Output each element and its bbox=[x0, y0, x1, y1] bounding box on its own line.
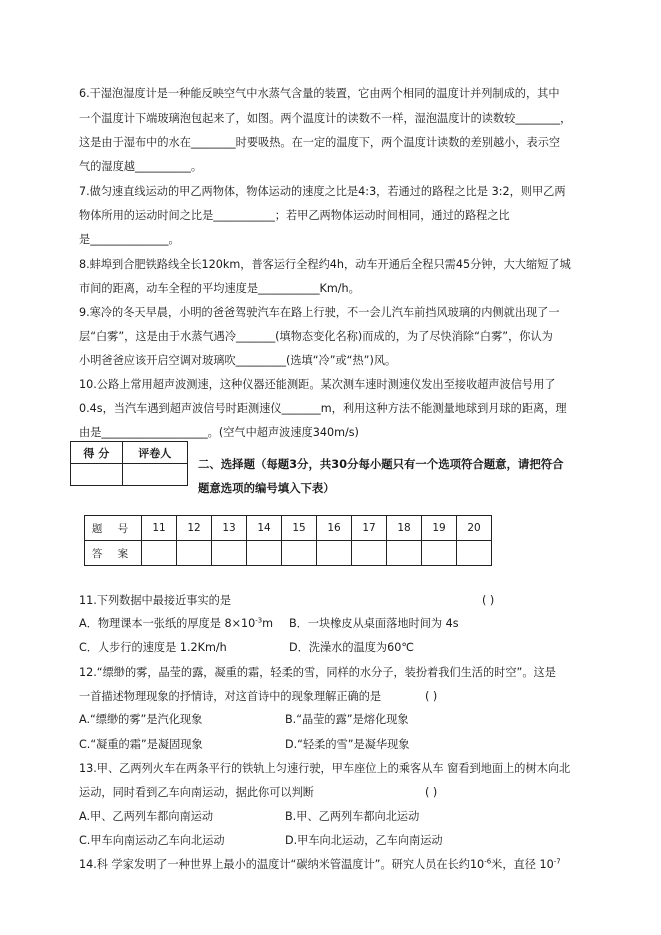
q8-line-1: 8.蚌埠到合肥铁路线全长120km，普客运行全程约4h，动车开通后全程只需45分钟，大大缩短了城 bbox=[79, 258, 571, 271]
score-box bbox=[70, 441, 188, 486]
q11-answer-bracket: ( ) bbox=[482, 594, 495, 607]
q10-line-2: 0.4s，当汽车遇到超声波信号时距测速仪_______m，利用这种方法不能测量地球到月球的距离，理 bbox=[79, 402, 567, 415]
question-number: 13 bbox=[212, 516, 247, 541]
q6-line-2: 一个温度计下端玻璃泡包起来了，如图。两个温度计的读数不一样，湿泡温度计的读数较________， bbox=[79, 112, 572, 125]
q13-option-b: B.甲、乙两列车都向北运动 bbox=[285, 810, 420, 823]
question-number: 12 bbox=[177, 516, 212, 541]
q11-stem: 11.下列数据中最接近事实的是 bbox=[79, 594, 232, 607]
question-number: 17 bbox=[352, 516, 387, 541]
question-number: 15 bbox=[282, 516, 317, 541]
q8-line-2: 市间的距离，动车全程的平均速度是___________Km/h。 bbox=[79, 282, 360, 295]
answer-cell[interactable] bbox=[317, 541, 352, 566]
q13-stem-line2: 运动，同时看到乙车向南运动，据此你可以判断 bbox=[79, 786, 314, 799]
q11-option-c: C．人步行的速度是 1.2Km/h bbox=[79, 641, 227, 654]
section2-title-line1: 二、选择题（每题3分，共30分每小题只有一个选项符合题意，请把符合 bbox=[198, 457, 564, 471]
answer-cell[interactable] bbox=[142, 541, 177, 566]
grader-cell[interactable] bbox=[122, 464, 187, 486]
q6-line-3: 这是由于湿布中的水在________时要吸热。在一定的温度下，两个温度计读数的差别越小，表示空 bbox=[79, 136, 561, 149]
q9-line-1: 9.寒冷的冬天早晨，小明的爸爸驾驶汽车在路上行驶，不一会儿汽车前挡风玻璃的内侧就出现了一 bbox=[79, 306, 560, 319]
answer-table-number-row bbox=[85, 516, 492, 541]
q10-line-1: 10.公路上常用超声波测速，这种仪器还能测距。某次测车速时测速仪发出至接收超声波信号用了 bbox=[79, 378, 556, 391]
q9-line-3: 小明爸爸应该开启空调对玻璃吹_________(选填“冷”或“热”)风。 bbox=[79, 354, 397, 367]
q13-option-d: D.甲车向北运动，乙车向南运动 bbox=[285, 834, 443, 847]
q12-stem-line2: 一首描述物理现象的抒情诗，对这首诗中的现象理解正确的是 bbox=[79, 690, 382, 703]
answer-cell[interactable] bbox=[352, 541, 387, 566]
answer-cell[interactable] bbox=[387, 541, 422, 566]
score-label: 得 分 bbox=[71, 442, 123, 464]
q13-option-c: C.甲车向南运动乙车向北运动 bbox=[79, 834, 225, 847]
q12-answer-bracket: ( ) bbox=[425, 690, 438, 703]
answer-cell[interactable] bbox=[247, 541, 282, 566]
answer-cell[interactable] bbox=[422, 541, 457, 566]
q10-line-3: 由是___________________。(空气中超声波速度340m/s) bbox=[79, 426, 359, 439]
answer-cell[interactable] bbox=[177, 541, 212, 566]
answer-cell[interactable] bbox=[457, 541, 492, 566]
q12-option-b: B.“晶莹的露”是熔化现象 bbox=[285, 713, 409, 726]
q12-stem-line1: 12.“缥缈的雾，晶莹的露，凝重的霜，轻柔的雪，同样的水分子，装扮着我们生活的时空”。这是 bbox=[79, 666, 556, 679]
row-label-answer: 答 案 bbox=[85, 541, 142, 566]
q6-line-4: 气的湿度越__________。 bbox=[79, 160, 203, 173]
q11-option-d: D．洗澡水的温度为60℃ bbox=[289, 641, 414, 654]
q7-line-3: 是______________。 bbox=[79, 233, 180, 246]
score-cell[interactable] bbox=[71, 464, 123, 486]
q9-line-2: 层“白雾”，这是由于水蒸气遇冷_______(填物态变化名称)而成的，为了尽快消除“白雾”，你认为 bbox=[79, 330, 553, 343]
q7-line-1: 7.做匀速直线运动的甲乙两物体，物体运动的速度之比是4:3，若通过的路程之比是 3:2，则甲乙两 bbox=[79, 185, 566, 198]
grader-label: 评卷人 bbox=[122, 442, 187, 464]
q12-option-c: C.“凝重的霜”是凝固现象 bbox=[79, 738, 203, 751]
q13-answer-bracket: ( ) bbox=[425, 786, 438, 799]
section2-title-line2: 题意选项的编号填入下表） bbox=[198, 481, 335, 495]
q14-stem-line1: 14.科 学家发明了一种世界上最小的温度计“碳纳米管温度计”。研究人员在长约$10^{-6}$米，直径 $10^{-7}$ bbox=[79, 857, 561, 871]
answer-cell[interactable] bbox=[212, 541, 247, 566]
question-number: 11 bbox=[142, 516, 177, 541]
q11-option-b: B．一块橡皮从桌面落地时间为 4s bbox=[289, 617, 459, 630]
q7-line-2: 物体所用的运动时间之比是___________；若甲乙两物体运动时间相同，通过的路程之比 bbox=[79, 209, 510, 222]
q12-option-d: D.“轻柔的雪”是凝华现象 bbox=[285, 738, 410, 751]
answer-table-answer-row bbox=[85, 541, 492, 566]
question-number: 19 bbox=[422, 516, 457, 541]
answer-cell[interactable] bbox=[282, 541, 317, 566]
question-number: 14 bbox=[247, 516, 282, 541]
q13-stem-line1: 13.甲、乙两列火车在两条平行的铁轨上匀速行驶，甲车座位上的乘客从车 窗看到地面上的树木向北 bbox=[79, 762, 571, 775]
question-number: 20 bbox=[457, 516, 492, 541]
q11-option-a: A．物理课本一张纸的厚度是 $8\times 10^{-3}m$ bbox=[79, 616, 274, 630]
question-number: 18 bbox=[387, 516, 422, 541]
answer-table bbox=[84, 515, 492, 566]
question-number: 16 bbox=[317, 516, 352, 541]
q12-option-a: A.“缥缈的雾”是汽化现象 bbox=[79, 713, 203, 726]
row-label-number: 题 号 bbox=[85, 516, 142, 541]
q13-option-a: A.甲、乙两列车都向南运动 bbox=[79, 810, 214, 823]
q6-line-1: 6.干湿泡湿度计是一种能反映空气中水蒸气含量的装置，它由两个相同的温度计并列制成的，其中 bbox=[79, 87, 560, 100]
